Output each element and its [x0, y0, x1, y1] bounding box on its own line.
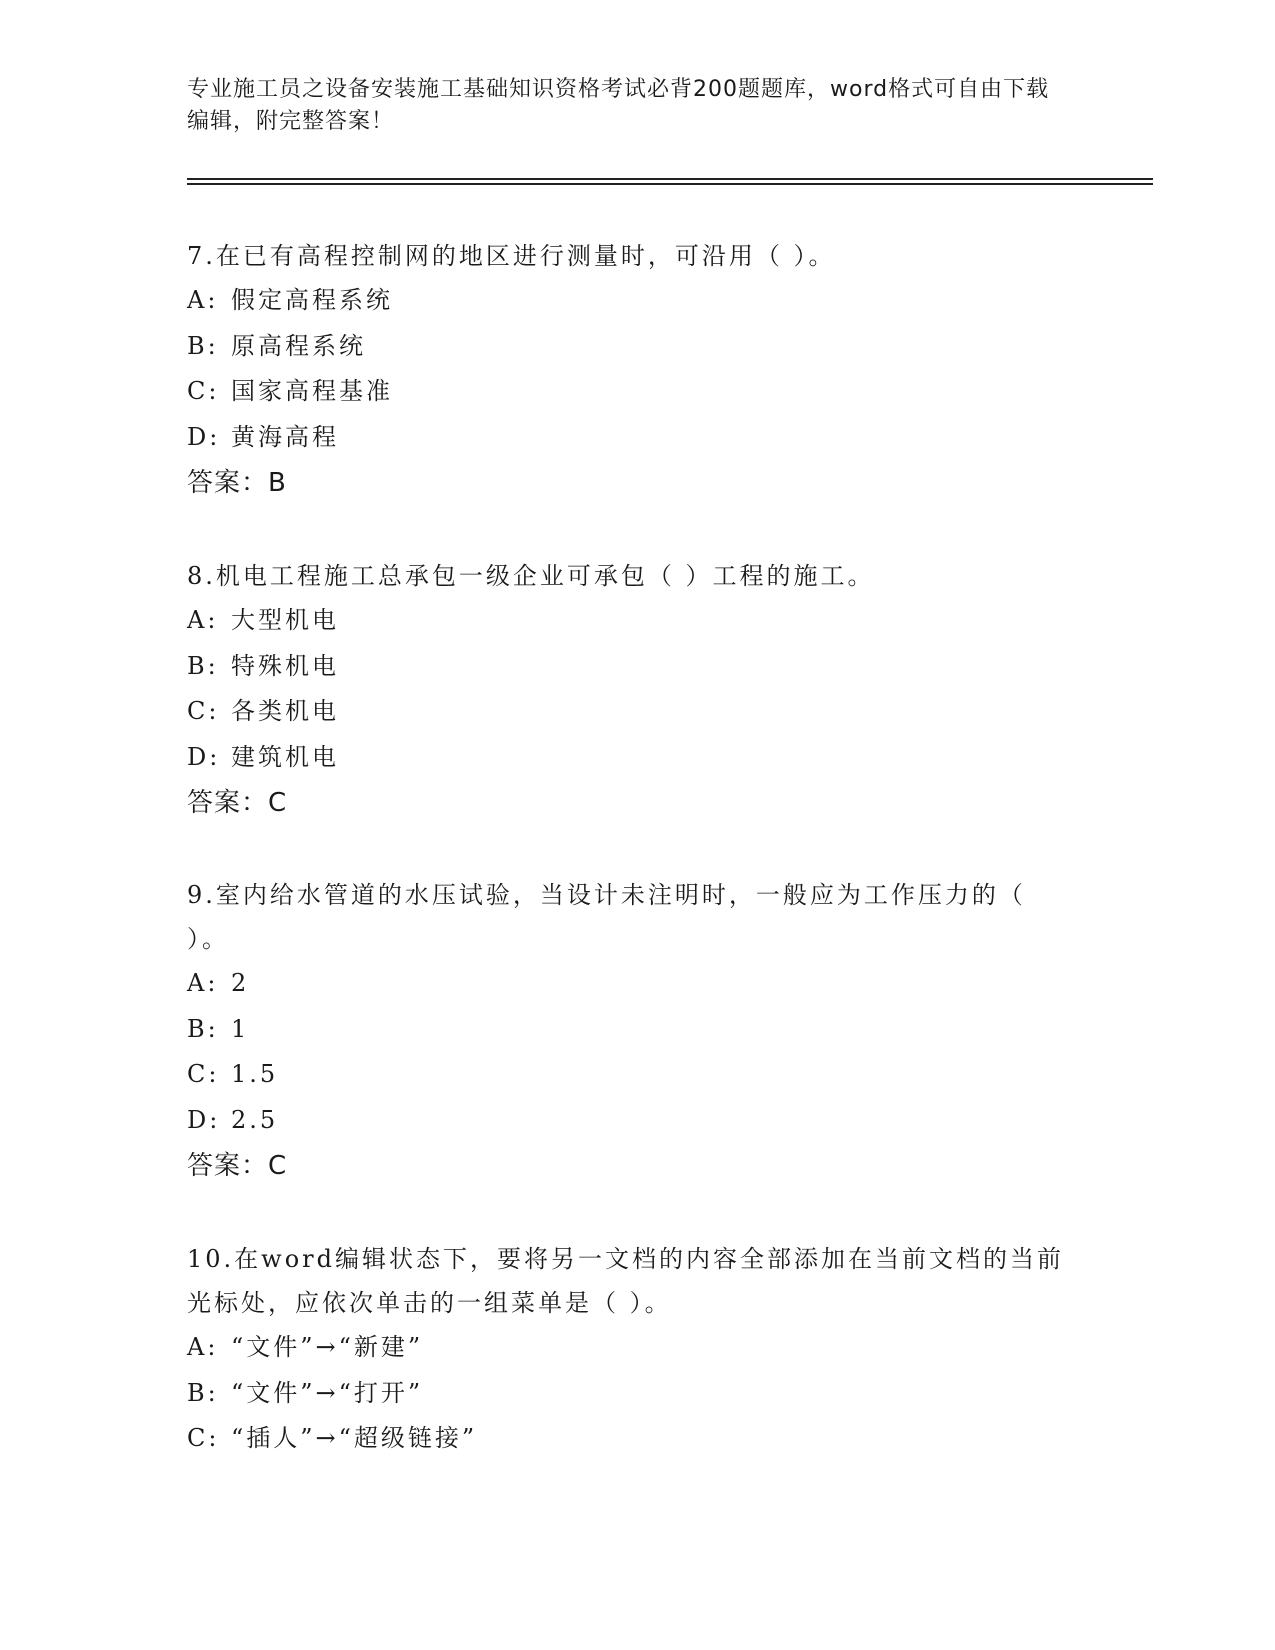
- option-label: B:: [187, 331, 219, 360]
- option-c: [187, 689, 1067, 735]
- option-c: [187, 369, 1067, 415]
- question-7: [187, 234, 1067, 506]
- option-label: C:: [187, 1060, 220, 1088]
- option-text: 2: [231, 969, 250, 997]
- option-text: 原高程系统: [231, 331, 366, 360]
- option-text: 假定高程系统: [231, 286, 393, 314]
- answer-line: 答案：C: [187, 1151, 288, 1181]
- option-text: 国家高程基准: [231, 377, 393, 405]
- option-label: C:: [187, 377, 220, 405]
- option-a: [187, 1325, 1067, 1371]
- option-a: [187, 598, 1067, 644]
- option-text: 黄海高程: [231, 422, 339, 451]
- option-label: A:: [187, 1333, 219, 1361]
- option-d: [187, 735, 1067, 781]
- answer-line: 答案：B: [187, 468, 287, 498]
- option-label: D:: [187, 1105, 221, 1134]
- header-divider-bottom: [187, 183, 1153, 185]
- option-text: 特殊机电: [231, 651, 339, 680]
- answer-line: 答案：C: [187, 788, 288, 818]
- option-text: 1.5: [231, 1060, 279, 1088]
- option-text: 1: [231, 1014, 250, 1043]
- question-text: 7.在已有高程控制网的地区进行测量时，可沿用（ ）。: [187, 242, 836, 270]
- option-label: A:: [187, 286, 219, 314]
- option-label: A:: [187, 969, 219, 997]
- question-text: 9.室内给水管道的水压试验，当设计未注明时，一般应为工作压力的（ ）。: [187, 881, 1026, 953]
- option-label: B:: [187, 1378, 219, 1407]
- document-header: 专业施工员之设备安装施工基础知识资格考试必背200题题库，word格式可自由下载编辑，附完整答案！: [187, 77, 1050, 134]
- option-text: 2.5: [231, 1105, 279, 1134]
- option-d: [187, 415, 1067, 461]
- option-label: A:: [187, 606, 219, 634]
- question-9: [187, 873, 1067, 1189]
- option-text: 建筑机电: [231, 742, 339, 771]
- option-b: [187, 324, 1067, 370]
- option-label: C:: [187, 697, 220, 725]
- question-10: [187, 1237, 1067, 1462]
- option-b: [187, 1007, 1067, 1053]
- option-label: C:: [187, 1424, 220, 1452]
- option-label: B:: [187, 651, 219, 680]
- option-label: D:: [187, 742, 221, 771]
- option-c: [187, 1416, 1067, 1462]
- option-a: [187, 961, 1067, 1007]
- option-a: [187, 278, 1067, 324]
- option-text: 大型机电: [231, 606, 339, 634]
- option-text: “插人”→“超级链接”: [231, 1424, 478, 1452]
- option-text: 各类机电: [231, 697, 339, 725]
- option-text: “文件”→“打开”: [231, 1378, 424, 1407]
- question-8: [187, 554, 1067, 826]
- option-b: [187, 1371, 1067, 1417]
- header-divider-top: [187, 178, 1153, 180]
- question-text: 10.在word编辑状态下，要将另一文档的内容全部添加在当前文档的当前光标处，应依次单击的一组菜单是（ ）。: [187, 1245, 1064, 1317]
- option-label: B:: [187, 1014, 219, 1043]
- option-c: [187, 1052, 1067, 1098]
- question-text: 8.机电工程施工总承包一级企业可承包（ ）工程的施工。: [187, 562, 875, 590]
- option-label: D:: [187, 422, 221, 451]
- option-b: [187, 644, 1067, 690]
- option-d: [187, 1098, 1067, 1144]
- option-text: “文件”→“新建”: [231, 1333, 424, 1361]
